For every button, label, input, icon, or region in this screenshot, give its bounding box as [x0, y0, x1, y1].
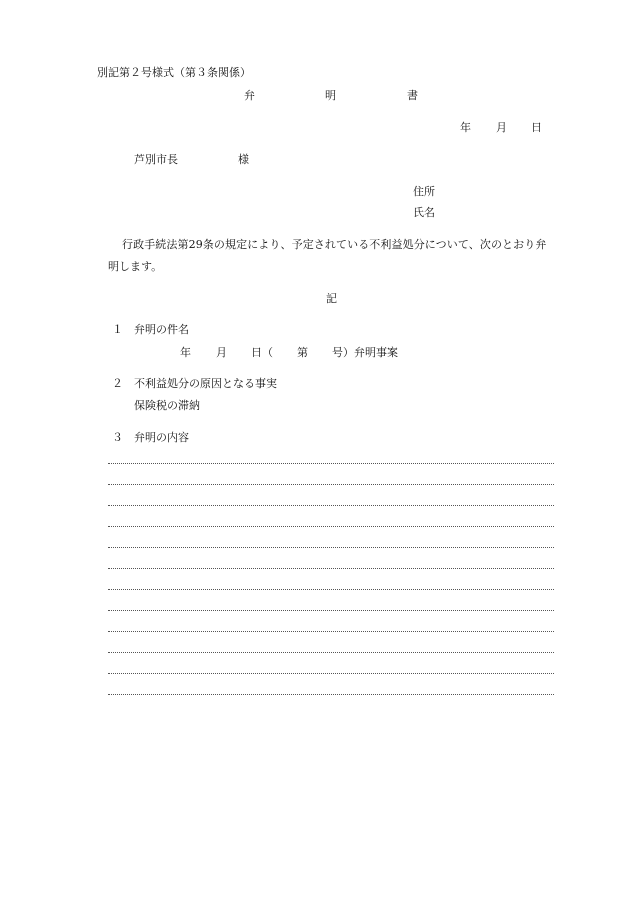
- date-day: 日: [531, 121, 542, 134]
- item-1-month: 月: [216, 346, 227, 359]
- writing-line: [108, 547, 554, 548]
- form-label: 別記第２号様式（第３条関係）: [97, 66, 251, 79]
- writing-line: [108, 568, 554, 569]
- item-1-suffix: 号）弁明事案: [332, 346, 398, 359]
- writing-line: [108, 463, 554, 464]
- item-2-value: 保険税の滞納: [134, 399, 200, 412]
- item-3-label: 弁明の内容: [134, 431, 189, 444]
- item-1-number: １: [112, 323, 123, 336]
- item-2-label: 不利益処分の原因となる事実: [134, 377, 277, 390]
- writing-line: [108, 610, 554, 611]
- writing-line: [108, 652, 554, 653]
- address-label: 住所: [413, 185, 435, 198]
- writing-line: [108, 673, 554, 674]
- item-3-number: ３: [112, 431, 123, 444]
- item-1-day: 日（: [251, 346, 273, 359]
- title-char-1: 弁: [244, 89, 255, 102]
- title-char-3: 書: [407, 89, 418, 102]
- date-month: 月: [496, 121, 507, 134]
- writing-line: [108, 484, 554, 485]
- addressee-name: 芦別市長: [134, 153, 178, 166]
- title-char-2: 明: [325, 89, 336, 102]
- writing-line: [108, 631, 554, 632]
- item-1-label: 弁明の件名: [134, 323, 189, 336]
- writing-line: [108, 694, 554, 695]
- writing-line: [108, 526, 554, 527]
- item-2-number: ２: [112, 377, 123, 390]
- writing-line: [108, 589, 554, 590]
- body-line-2: 明します。: [108, 260, 163, 273]
- ki-heading: 記: [326, 292, 337, 305]
- item-1-dai: 第: [297, 346, 308, 359]
- body-line-1: 行政手続法第29条の規定により、予定されている不利益処分について、次のとおり弁: [122, 238, 547, 251]
- name-label: 氏名: [413, 206, 435, 219]
- item-1-year: 年: [180, 346, 191, 359]
- date-year: 年: [460, 121, 471, 134]
- addressee-honorific: 様: [238, 153, 249, 166]
- writing-line: [108, 505, 554, 506]
